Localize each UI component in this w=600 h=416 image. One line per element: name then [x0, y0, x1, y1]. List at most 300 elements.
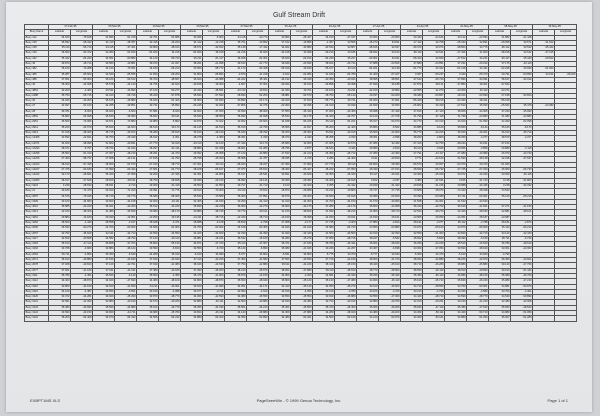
latitude-cell: 33.920	[93, 295, 115, 300]
latitude-cell: 28.297	[137, 146, 159, 151]
latitude-cell: 35.513	[49, 242, 71, 247]
latitude-cell: -26.246	[181, 104, 203, 109]
latitude-cell: -42.655	[401, 88, 423, 93]
latitude-cell: 35.811	[313, 130, 335, 135]
longitude-cell: -36.124	[115, 247, 137, 252]
latitude-cell: 39.610	[225, 62, 247, 67]
latitude-cell: -24.083	[533, 104, 555, 109]
longitude-cell: -31.553	[203, 183, 225, 188]
longitude-cell: -21.448	[511, 35, 533, 40]
latitude-cell: -73.543	[489, 189, 511, 194]
latitude-cell: 29.888	[445, 183, 467, 188]
latitude-cell: -5.300	[401, 252, 423, 257]
latitude-cell: 48.351	[357, 136, 379, 141]
latitude-cell: 35.600	[93, 273, 115, 278]
latitude-cell: 48.260	[401, 136, 423, 141]
longitude-cell: -36.690	[115, 210, 137, 215]
longitude-cell: 28.460	[379, 162, 401, 167]
latitude-cell: 37.060	[313, 109, 335, 114]
latitude-cell: 48.278	[181, 136, 203, 141]
longitude-cell: -66.617	[203, 168, 225, 173]
longitude-cell: -38.651	[379, 77, 401, 82]
latitude-cell: 38.390	[445, 236, 467, 241]
latitude-cell: 28.480	[401, 93, 423, 98]
longitude-cell: -47.180	[291, 242, 313, 247]
longitude-cell: -33.500	[335, 231, 357, 236]
longitude-cell: -3.110	[511, 146, 533, 151]
latitude-cell: 27.460	[49, 157, 71, 162]
longitude-cell: -73.883	[115, 120, 137, 125]
longitude-cell: 32.376	[247, 104, 269, 109]
longitude-cell: -33.991	[467, 77, 489, 82]
latitude-cell: 35.200	[49, 316, 71, 321]
longitude-cell: -33.440	[335, 273, 357, 278]
latitude-cell: -14.030	[313, 215, 335, 220]
longitude-header: Longitude	[247, 30, 269, 35]
longitude-cell: -23.883	[511, 115, 533, 120]
buoy-name-cell: Buoy 3116	[25, 284, 49, 289]
latitude-cell: 31.150	[269, 210, 291, 215]
longitude-cell: -42.610	[423, 157, 445, 162]
latitude-cell: 26.960	[489, 168, 511, 173]
latitude-cell: 36.610	[49, 258, 71, 263]
longitude-cell: -31.723	[467, 178, 489, 183]
longitude-cell: -30.060	[379, 199, 401, 204]
latitude-cell: 35.120	[489, 194, 511, 199]
latitude-cell: 35.930	[181, 115, 203, 120]
latitude-cell: -37.879	[401, 83, 423, 88]
latitude-cell: -47.812	[445, 56, 467, 61]
latitude-cell: 35.450	[93, 252, 115, 257]
longitude-header: Longitude	[511, 30, 533, 35]
latitude-cell: 36.010	[181, 130, 203, 135]
latitude-cell: -6.160	[181, 252, 203, 257]
latitude-cell: 33.650	[93, 289, 115, 294]
longitude-cell: 28.114	[203, 162, 225, 167]
table-body	[25, 35, 577, 321]
latitude-cell: 38.227	[357, 236, 379, 241]
latitude-cell: -51.663	[533, 67, 555, 72]
latitude-cell: 32.640	[269, 300, 291, 305]
latitude-cell: -13.687	[489, 215, 511, 220]
latitude-cell: 35.840	[445, 279, 467, 284]
longitude-cell: -47.446	[159, 173, 181, 178]
longitude-cell: -40.880	[423, 258, 445, 263]
latitude-cell: 33.472	[49, 295, 71, 300]
longitude-cell: -58.737	[71, 157, 93, 162]
latitude-cell: 32.010	[357, 231, 379, 236]
longitude-cell: -43.170	[335, 205, 357, 210]
longitude-cell: 36.000	[203, 83, 225, 88]
longitude-cell: -53.310	[423, 120, 445, 125]
longitude-cell: -68.203	[555, 72, 577, 77]
latitude-cell: 38.770	[357, 268, 379, 273]
longitude-cell: -38.820	[291, 210, 313, 215]
longitude-cell: -71.220	[115, 189, 137, 194]
latitude-cell: 29.727	[225, 183, 247, 188]
longitude-cell: -44.520	[467, 242, 489, 247]
longitude-cell: -23.110	[511, 62, 533, 67]
latitude-cell: 32.720	[313, 300, 335, 305]
latitude-cell: 34.676	[49, 194, 71, 199]
latitude-cell: 37.841	[49, 268, 71, 273]
latitude-cell: -67.301	[181, 162, 203, 167]
longitude-cell: 38.441	[467, 99, 489, 104]
latitude-cell: 36.910	[489, 130, 511, 135]
latitude-cell: 34.565	[137, 316, 159, 321]
latitude-cell: 32.761	[137, 35, 159, 40]
longitude-cell: -70.580	[203, 194, 225, 199]
longitude-cell: -46.550	[247, 295, 269, 300]
buoy-name-cell: Buoy 442	[25, 56, 49, 61]
latitude-cell: 28.000	[93, 162, 115, 167]
longitude-cell: -66.427	[291, 168, 313, 173]
longitude-cell: -52.098	[511, 120, 533, 125]
latitude-cell: -3.914	[269, 72, 291, 77]
longitude-cell: -41.990	[203, 284, 225, 289]
longitude-cell: -57.878	[159, 93, 181, 98]
longitude-cell: -51.050	[511, 311, 533, 316]
latitude-cell: 37.888	[357, 62, 379, 67]
longitude-cell: -53.664	[247, 120, 269, 125]
longitude-cell: -3.017	[115, 220, 137, 225]
longitude-cell: -4.330	[335, 136, 357, 141]
latitude-cell: 28.624	[313, 146, 335, 151]
longitude-cell: -3.337	[379, 178, 401, 183]
latitude-cell: -44.132	[269, 77, 291, 82]
date-header: 27-Mar-95	[225, 25, 269, 30]
latitude-header: Latitude	[313, 30, 335, 35]
longitude-cell: -8.000	[71, 109, 93, 114]
longitude-cell: -53.448	[247, 67, 269, 72]
latitude-cell: 38.004	[269, 268, 291, 273]
longitude-cell: -46.058	[203, 152, 225, 157]
longitude-header: Longitude	[555, 30, 577, 35]
latitude-cell: 35.780	[313, 242, 335, 247]
latitude-cell: 35.540	[401, 305, 423, 310]
latitude-cell: 32.550	[401, 231, 423, 236]
longitude-cell: -48.870	[71, 279, 93, 284]
longitude-cell: -48.004	[379, 268, 401, 273]
longitude-cell: -47.300	[379, 295, 401, 300]
longitude-cell: -40.480	[291, 300, 313, 305]
latitude-cell: -33.220	[269, 99, 291, 104]
latitude-cell: -33.110	[225, 88, 247, 93]
longitude-cell: -44.281	[71, 295, 93, 300]
latitude-cell: 28.750	[137, 178, 159, 183]
latitude-cell: 3.443	[445, 72, 467, 77]
latitude-cell: 33.200	[137, 173, 159, 178]
longitude-cell: -53.420	[203, 316, 225, 321]
latitude-cell: 34.050	[313, 284, 335, 289]
latitude-cell: 33.350	[313, 173, 335, 178]
longitude-cell: -43.630	[203, 263, 225, 268]
latitude-cell: 34.540	[489, 295, 511, 300]
date-header: 01-May-95	[445, 25, 489, 30]
buoy-name-cell: Buoy 1924	[25, 183, 49, 188]
longitude-cell: -46.220	[467, 279, 489, 284]
longitude-cell: 35.440	[511, 56, 533, 61]
latitude-cell: 33.810	[313, 295, 335, 300]
longitude-cell: 33.296	[291, 104, 313, 109]
longitude-cell: -42.700	[423, 205, 445, 210]
latitude-cell: 28.810	[93, 178, 115, 183]
latitude-cell: 33.360	[401, 173, 423, 178]
longitude-cell: 35.227	[335, 56, 357, 61]
longitude-cell: 33.120	[203, 141, 225, 146]
latitude-cell: 28.819	[225, 220, 247, 225]
latitude-cell: 3.480	[401, 178, 423, 183]
buoy-name-cell: Buoy 3122	[25, 316, 49, 321]
latitude-cell: 32.810	[49, 236, 71, 241]
latitude-cell: 35.300	[49, 83, 71, 88]
longitude-cell: -48.794	[115, 236, 137, 241]
latitude-cell: 3.123	[269, 183, 291, 188]
longitude-cell: -4.800	[423, 136, 445, 141]
longitude-cell: -56.749	[115, 93, 137, 98]
latitude-cell: 33.467	[357, 247, 379, 252]
latitude-cell: 32.940	[93, 72, 115, 77]
longitude-cell: -3.713	[115, 183, 137, 188]
longitude-cell: 32.621	[423, 51, 445, 56]
longitude-cell: -6.640	[115, 252, 137, 257]
date-header: 06-Mar-95	[93, 25, 137, 30]
latitude-cell: 26.970	[489, 152, 511, 157]
longitude-cell: -46.116	[511, 173, 533, 178]
date-header: 03-Apr-95	[269, 25, 313, 30]
latitude-header: Latitude	[445, 30, 467, 35]
longitude-cell: -49.140	[203, 130, 225, 135]
buoy-name-cell: Buoy 45	[25, 62, 49, 67]
latitude-cell: -39.044	[269, 83, 291, 88]
longitude-cell: -47.690	[115, 279, 137, 284]
longitude-cell: -34.005	[467, 109, 489, 114]
longitude-cell: -60.270	[71, 226, 93, 231]
latitude-cell: 28.181	[489, 220, 511, 225]
latitude-cell: 35.350	[181, 305, 203, 310]
longitude-cell: -59.247	[423, 72, 445, 77]
latitude-cell: 34.620	[93, 279, 115, 284]
longitude-cell: -69.200	[159, 72, 181, 77]
longitude-cell: -43.770	[159, 305, 181, 310]
longitude-cell: 32.807	[335, 46, 357, 51]
latitude-cell: 33.170	[49, 173, 71, 178]
latitude-cell: 3.626	[445, 178, 467, 183]
latitude-cell: 26.530	[49, 226, 71, 231]
longitude-cell: -21.027	[159, 62, 181, 67]
longitude-cell: -70.300	[203, 189, 225, 194]
latitude-cell: 35.830	[181, 205, 203, 210]
longitude-cell: 32.891	[467, 40, 489, 45]
longitude-cell: -3.404	[71, 88, 93, 93]
longitude-cell: 33.074	[423, 46, 445, 51]
latitude-cell: 32.880	[181, 300, 203, 305]
latitude-cell: -24.669	[357, 104, 379, 109]
buoy-name-cell: Buoy 2057	[25, 231, 49, 236]
longitude-cell: -32.012	[511, 77, 533, 82]
longitude-cell: 34.800	[291, 252, 313, 257]
longitude-cell: -46.821	[71, 173, 93, 178]
longitude-cell: -45.550	[291, 295, 313, 300]
longitude-cell: -56.715	[71, 93, 93, 98]
latitude-cell: -44.216	[225, 51, 247, 56]
longitude-cell: -6.720	[203, 247, 225, 252]
page-title: Gulf Stream Drift	[272, 12, 326, 19]
longitude-cell: 33.422	[423, 67, 445, 72]
latitude-cell: -27.513	[445, 104, 467, 109]
latitude-cell: 34.711	[445, 194, 467, 199]
latitude-cell: 39.580	[93, 62, 115, 67]
latitude-cell: 31.010	[269, 199, 291, 204]
latitude-cell: -13.250	[137, 215, 159, 220]
longitude-cell: -40.831	[115, 141, 137, 146]
latitude-cell: 34.880	[181, 316, 203, 321]
latitude-cell: 28.243	[313, 168, 335, 173]
longitude-cell: -51.833	[203, 99, 225, 104]
latitude-header: Latitude	[357, 30, 379, 35]
longitude-cell: -4.487	[71, 289, 93, 294]
longitude-cell: -51.424	[159, 99, 181, 104]
latitude-cell: 29.880	[489, 146, 511, 151]
latitude-cell: 35.750	[49, 93, 71, 98]
longitude-cell: -55.140	[335, 93, 357, 98]
longitude-cell: -38.101	[511, 210, 533, 215]
buoy-name-cell: Buoy 488	[25, 77, 49, 82]
latitude-cell: -4.790	[489, 252, 511, 257]
longitude-cell: -34.630	[203, 199, 225, 204]
latitude-cell: 37.390	[181, 268, 203, 273]
latitude-cell: -54.460	[445, 99, 467, 104]
longitude-header: Longitude	[335, 30, 357, 35]
longitude-cell: -54.221	[335, 120, 357, 125]
longitude-cell: -31.803	[511, 178, 533, 183]
longitude-cell: -3.177	[291, 220, 313, 225]
longitude-cell: -67.154	[379, 168, 401, 173]
longitude-cell: -45.400	[335, 305, 357, 310]
latitude-cell: 33.246	[313, 247, 335, 252]
longitude-cell: -33.883	[291, 46, 313, 51]
longitude-cell: -42.218	[203, 205, 225, 210]
longitude-cell: 29.101	[379, 215, 401, 220]
latitude-cell: 31.670	[357, 199, 379, 204]
longitude-cell: -2.450	[159, 273, 181, 278]
buoy-name-cell: Buoy 138	[25, 46, 49, 51]
longitude-cell: -43.131	[115, 157, 137, 162]
buoy-name-cell: Buoy 14295	[25, 152, 49, 157]
latitude-cell: 29.656	[445, 146, 467, 151]
latitude-cell: 35.650	[489, 305, 511, 310]
latitude-cell: 33.731	[137, 104, 159, 109]
latitude-cell: 35.585	[49, 205, 71, 210]
longitude-cell: -42.970	[467, 258, 489, 263]
buoy-name-cell: Buoy 2077	[25, 268, 49, 273]
latitude-cell: 35.119	[313, 120, 335, 125]
latitude-cell: 34.051	[225, 284, 247, 289]
longitude-cell: -66.213	[159, 67, 181, 72]
longitude-cell: -42.270	[247, 205, 269, 210]
latitude-cell: -39.210	[313, 51, 335, 56]
latitude-cell: 35.880	[357, 125, 379, 130]
longitude-cell: -46.920	[379, 284, 401, 289]
longitude-cell: -64.220	[291, 226, 313, 231]
latitude-cell: 33.100	[357, 289, 379, 294]
latitude-cell: 36.021	[93, 205, 115, 210]
longitude-cell: -34.150	[335, 199, 357, 204]
longitude-cell: -43.150	[71, 311, 93, 316]
latitude-cell: 34.420	[313, 115, 335, 120]
longitude-cell: -47.114	[71, 242, 93, 247]
longitude-cell: -4.301	[159, 136, 181, 141]
longitude-cell: -48.540	[511, 305, 533, 310]
latitude-cell: 33.200	[49, 88, 71, 93]
latitude-cell: 3.367	[401, 72, 423, 77]
latitude-cell: -66.900	[357, 162, 379, 167]
latitude-cell: 32.650	[137, 231, 159, 236]
longitude-cell: -5.502	[379, 125, 401, 130]
date-header: 27-Feb-95	[49, 25, 93, 30]
longitude-cell: -67.020	[467, 168, 489, 173]
longitude-cell: -6.140	[115, 273, 137, 278]
longitude-cell: -47.880	[291, 268, 313, 273]
longitude-cell: -48.787	[115, 40, 137, 45]
latitude-cell: 32.911	[93, 231, 115, 236]
latitude-cell: 34.651	[93, 56, 115, 61]
longitude-cell: -61.117	[203, 56, 225, 61]
longitude-cell: -11.817	[291, 125, 313, 130]
longitude-cell: -54.242	[159, 316, 181, 321]
latitude-cell: 29.337	[357, 93, 379, 98]
longitude-cell: -40.010	[335, 300, 357, 305]
buoy-name-cell: Buoy 28	[25, 109, 49, 114]
longitude-cell: -40.880	[247, 300, 269, 305]
latitude-cell: 34.210	[357, 316, 379, 321]
latitude-cell: 31.799	[445, 115, 467, 120]
longitude-cell: -41.380	[159, 263, 181, 268]
latitude-cell: 31.400	[357, 72, 379, 77]
longitude-cell: -65.210	[511, 194, 533, 199]
latitude-cell: 33.142	[445, 35, 467, 40]
longitude-cell: -37.401	[115, 46, 137, 51]
latitude-cell: 31.800	[181, 72, 203, 77]
longitude-cell: -51.280	[511, 316, 533, 321]
longitude-cell: 29.135	[159, 215, 181, 220]
latitude-cell: 35.140	[225, 247, 247, 252]
latitude-cell: 32.228	[489, 157, 511, 162]
longitude-cell: -38.710	[379, 210, 401, 215]
latitude-cell: 38.002	[401, 236, 423, 241]
longitude-cell: -43.988	[203, 77, 225, 82]
longitude-cell: -3.810	[379, 146, 401, 151]
latitude-cell: 32.415	[137, 40, 159, 45]
latitude-cell: 31.480	[93, 210, 115, 215]
latitude-cell: 35.480	[445, 305, 467, 310]
latitude-cell: 24.950	[357, 226, 379, 231]
longitude-cell: -32.320	[291, 183, 313, 188]
longitude-cell: -64.780	[335, 72, 357, 77]
latitude-cell: 34.980	[445, 273, 467, 278]
longitude-cell: -5.797	[71, 146, 93, 151]
longitude-cell: -49.220	[159, 40, 181, 45]
latitude-cell: 35.566	[269, 125, 291, 130]
longitude-cell: -41.626	[291, 247, 313, 252]
latitude-header: Latitude	[181, 30, 203, 35]
latitude-cell: -5.831	[269, 252, 291, 257]
longitude-cell: -35.890	[159, 104, 181, 109]
latitude-cell: 35.800	[137, 242, 159, 247]
longitude-cell: -28.089	[291, 189, 313, 194]
latitude-cell: -39.473	[401, 46, 423, 51]
longitude-cell: -32.446	[467, 183, 489, 188]
